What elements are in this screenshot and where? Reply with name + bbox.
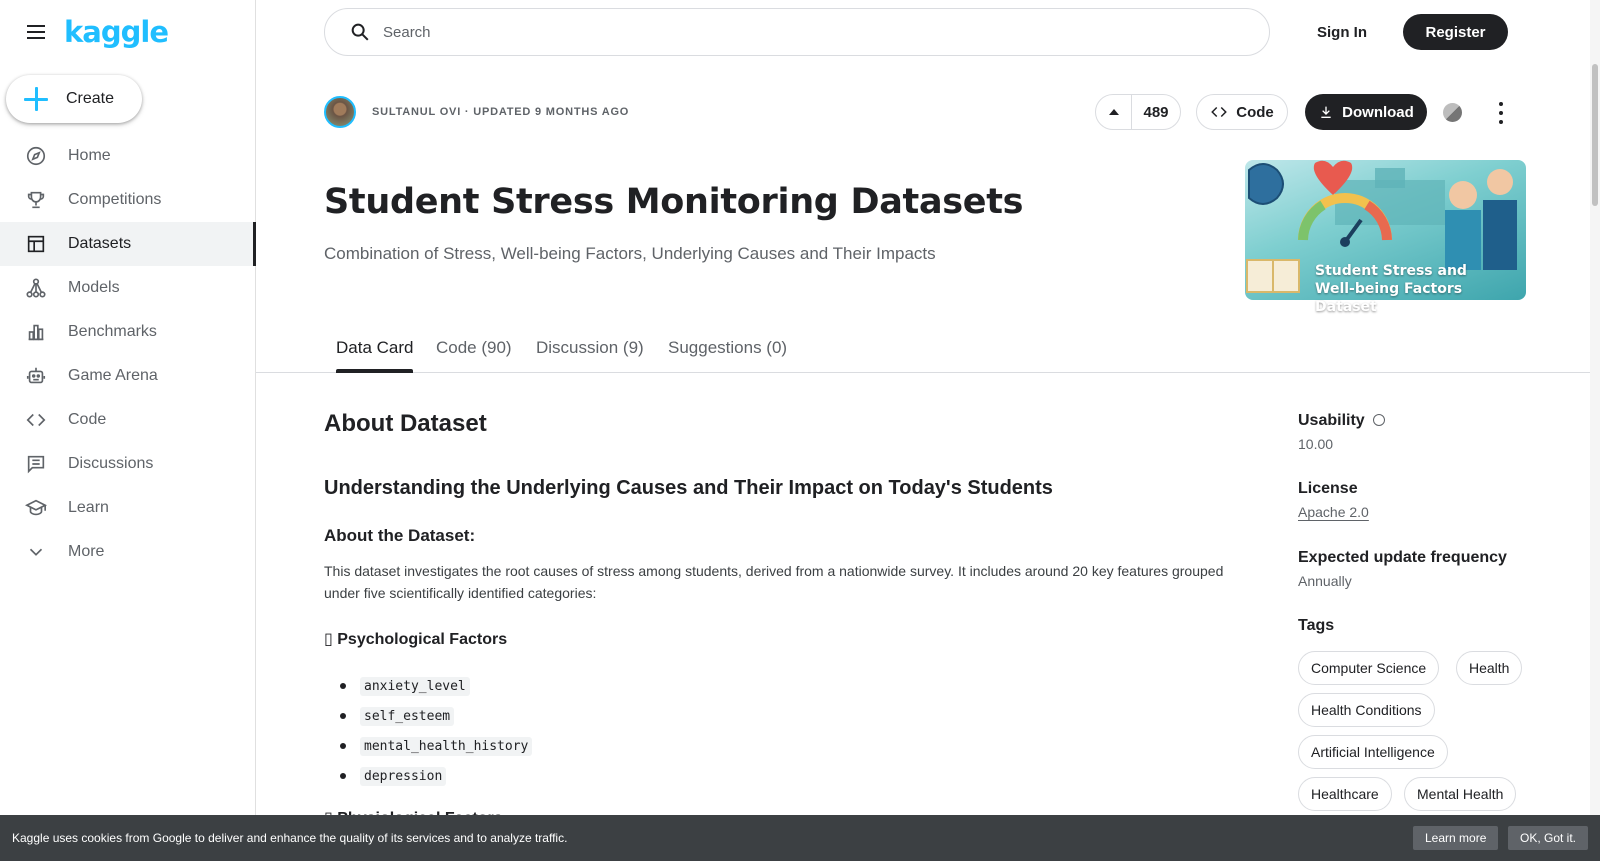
- list-item: [340, 731, 532, 761]
- tag-chip[interactable]: Mental Health: [1404, 777, 1516, 811]
- create-button[interactable]: [6, 75, 142, 123]
- banner-line: Student Stress and: [1315, 263, 1467, 279]
- code-button[interactable]: [1196, 94, 1288, 130]
- scrollbar-thumb[interactable]: [1592, 64, 1598, 206]
- chevron-down-icon: [24, 540, 48, 564]
- license-link[interactable]: Apache 2.0: [1298, 504, 1369, 520]
- code-icon: [24, 408, 48, 432]
- sidebar-item-learn[interactable]: [0, 486, 256, 530]
- sidebar-item-competitions[interactable]: [0, 178, 256, 222]
- search-input[interactable]: [383, 24, 1183, 41]
- update-frequency-value: Annually: [1298, 573, 1352, 589]
- feature-name: self_esteem: [360, 707, 454, 726]
- sidebar-item-label: More: [68, 543, 105, 560]
- tab-discussion[interactable]: Discussion (9): [536, 338, 644, 357]
- more-options-icon[interactable]: [1497, 102, 1505, 124]
- code-button-label: Code: [1236, 103, 1274, 121]
- banner-line: Well-being Factors Dataset: [1315, 281, 1463, 315]
- byline: SULTANUL OVI · UPDATED 9 MONTHS AGO: [372, 106, 630, 118]
- feature-name: anxiety_level: [360, 677, 470, 696]
- sidebar-item-label: Game Arena: [68, 367, 158, 384]
- license-label: License: [1298, 480, 1358, 497]
- cookie-message: Kaggle uses cookies from Google to deliver and enhance the quality of its services and to analyze traffic.: [12, 831, 568, 845]
- kaggle-logo[interactable]: kaggle: [64, 15, 168, 49]
- upvote-button[interactable]: [1096, 95, 1132, 129]
- bar-chart-icon: [24, 320, 48, 344]
- section-heading-text: Psychological Factors: [337, 631, 508, 648]
- tags-label: Tags: [1298, 617, 1335, 634]
- sidebar-item-label: Home: [68, 147, 111, 164]
- scrollbar[interactable]: [1590, 0, 1600, 815]
- tab-code[interactable]: Code (90): [436, 338, 512, 357]
- search-icon: [349, 21, 371, 43]
- tag-chip[interactable]: Artificial Intelligence: [1298, 735, 1448, 769]
- create-button-label: Create: [66, 90, 115, 107]
- code-icon: [1210, 103, 1228, 121]
- list-item: [340, 761, 532, 791]
- dataset-cover-image: [1245, 160, 1526, 315]
- robot-icon: [24, 364, 48, 388]
- trophy-icon: [24, 188, 48, 212]
- update-frequency-label: Expected update frequency: [1298, 549, 1507, 566]
- comments-icon: [24, 452, 48, 476]
- usability-value: 10.00: [1298, 436, 1334, 452]
- sidebar-nav: [0, 134, 256, 574]
- table-icon: [24, 232, 48, 256]
- download-icon: [1318, 104, 1334, 120]
- sidebar: [0, 0, 256, 861]
- sidebar-item-label: Competitions: [68, 191, 162, 208]
- tag-chip[interactable]: Health Conditions: [1298, 693, 1435, 727]
- menu-icon[interactable]: [24, 20, 48, 44]
- tab-bar: [256, 326, 1590, 373]
- arrow-up-icon: [1109, 109, 1119, 115]
- compass-icon: [24, 144, 48, 168]
- banner-text: [1315, 262, 1526, 316]
- sidebar-item-home[interactable]: [0, 134, 256, 178]
- sidebar-item-code[interactable]: [0, 398, 256, 442]
- tag-chip[interactable]: Health: [1456, 651, 1522, 685]
- sidebar-header: [24, 16, 168, 48]
- feature-name: depression: [360, 767, 446, 786]
- sign-in-button[interactable]: Sign In: [1317, 23, 1367, 41]
- avatar[interactable]: [324, 96, 356, 128]
- search-bar[interactable]: [324, 8, 1270, 56]
- sidebar-item-more[interactable]: [0, 530, 256, 574]
- about-heading: About Dataset: [324, 410, 487, 437]
- sidebar-item-label: Benchmarks: [68, 323, 157, 340]
- content-subheading: About the Dataset:: [324, 526, 476, 545]
- sidebar-item-label: Datasets: [68, 235, 132, 252]
- section-heading: ▯ Psychological Factors: [324, 631, 508, 648]
- page-subtitle: Combination of Stress, Well-being Factors, Underlying Causes and Their Impacts: [324, 244, 936, 263]
- tag-chip[interactable]: Healthcare: [1298, 777, 1392, 811]
- sidebar-item-models[interactable]: [0, 266, 256, 310]
- usability-label: Usability: [1298, 412, 1385, 430]
- sidebar-item-game-arena[interactable]: [0, 354, 256, 398]
- list-item: [340, 671, 532, 701]
- sidebar-item-datasets[interactable]: [0, 222, 256, 266]
- theme-toggle-icon[interactable]: [1443, 103, 1462, 122]
- tag-chip[interactable]: Computer Science: [1298, 651, 1439, 685]
- cookie-banner: [0, 815, 1600, 861]
- list-item: [340, 701, 532, 731]
- register-button[interactable]: Register: [1403, 14, 1508, 50]
- ok-got-it-button[interactable]: OK, Got it.: [1508, 826, 1588, 850]
- feature-name: mental_health_history: [360, 737, 532, 756]
- info-icon[interactable]: [1373, 414, 1385, 426]
- tab-data-card[interactable]: Data Card: [336, 338, 413, 373]
- sidebar-item-discussions[interactable]: [0, 442, 256, 486]
- sidebar-item-label: Discussions: [68, 455, 154, 472]
- sidebar-item-label: Learn: [68, 499, 109, 516]
- upvote-widget: [1095, 94, 1181, 130]
- learn-more-button[interactable]: Learn more: [1413, 826, 1498, 850]
- description-paragraph: This dataset investigates the root causes of stress among students, derived from a nationwide survey. It includes around 20 key features grouped under five scientifically identified categories:: [324, 563, 1224, 601]
- download-button-label: Download: [1342, 103, 1414, 121]
- sidebar-item-benchmarks[interactable]: [0, 310, 256, 354]
- tab-suggestions[interactable]: Suggestions (0): [668, 338, 788, 357]
- feature-list: [340, 671, 532, 791]
- plus-icon: [24, 87, 48, 111]
- school-icon: [24, 496, 48, 520]
- sidebar-item-label: Models: [68, 279, 120, 296]
- vote-count: 489: [1143, 103, 1169, 121]
- page-title: Student Stress Monitoring Datasets: [324, 182, 1024, 222]
- content-heading: Understanding the Underlying Causes and Their Impact on Today's Students: [324, 477, 1053, 499]
- sidebar-item-label: Code: [68, 411, 107, 428]
- models-icon: [24, 276, 48, 300]
- download-button[interactable]: [1305, 94, 1427, 130]
